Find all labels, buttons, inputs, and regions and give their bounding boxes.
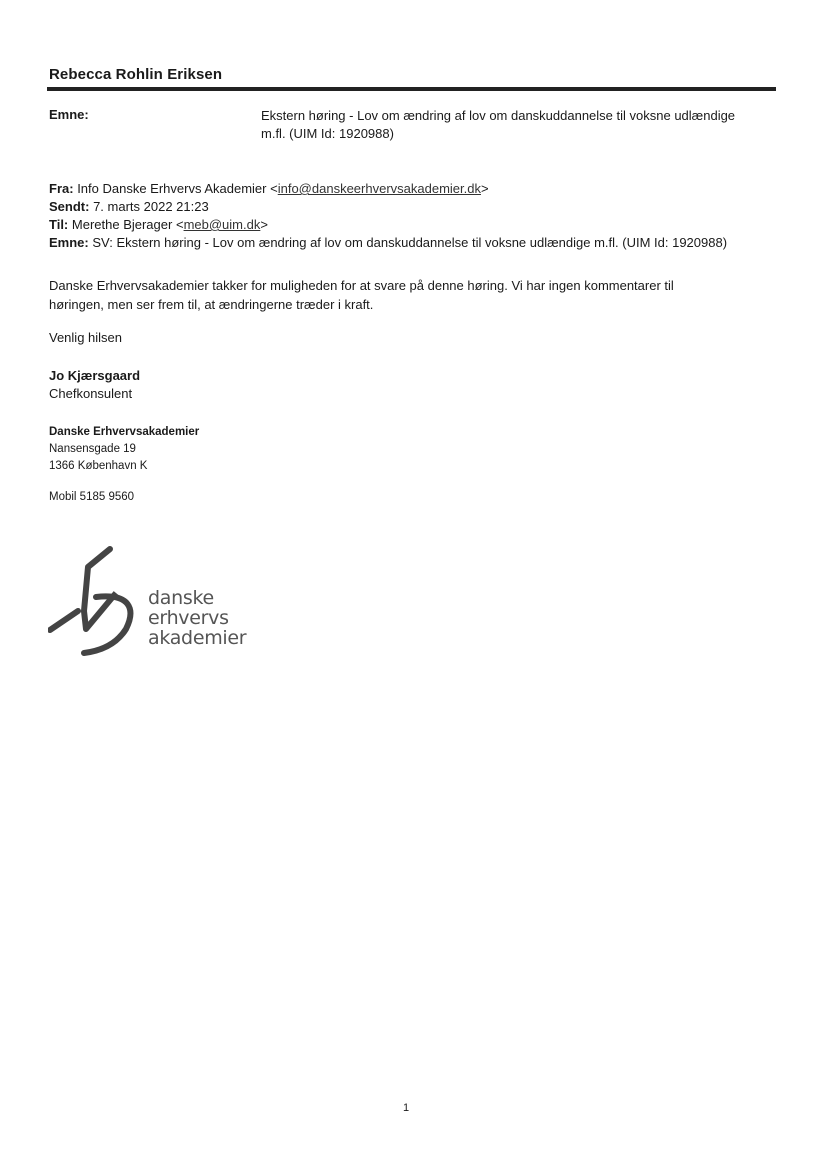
body-line-1: Danske Erhvervsakademier takker for muligheden for at svare på denne høring. Vi har ingen kommentarer til [49, 278, 674, 293]
signature-name: Jo Kjærsgaard [49, 368, 141, 383]
from-label: Fra: [49, 181, 74, 196]
page-number: 1 [403, 1102, 410, 1114]
body-line-2: høringen, men ser frem til, at ændringerne træder i kraft. [49, 297, 374, 312]
logo-line-1: danske [148, 587, 214, 609]
subject-line-1: Ekstern høring - Lov om ændring af lov om danskuddannelse til voksne udlændige [261, 108, 736, 123]
organization-city: 1366 København K [49, 460, 148, 472]
email-subject-line [49, 234, 727, 252]
header-divider [47, 87, 776, 91]
organization-street: Nansensgade 19 [49, 443, 136, 455]
subject-value [261, 107, 776, 143]
greeting: Venlig hilsen [49, 330, 122, 345]
to-name: Merethe Bjerager [71, 217, 173, 232]
email-meta [49, 180, 727, 252]
subject-line-2: m.fl. (UIM Id: 1920988) [261, 126, 394, 141]
sender-name: Rebecca Rohlin Eriksen [49, 66, 223, 83]
email-subject-value: SV: Ekstern høring - Lov om ændring af lov om danskuddannelse til voksne udlændige m.fl. (UIM Id: 1920988) [92, 235, 728, 250]
from-name: Info Danske Erhvervs Akademier [77, 181, 267, 196]
sent-label: Sendt: [49, 199, 90, 214]
logo-line-3: akademier [148, 627, 247, 649]
to-line: Til: Merethe Bjerager <meb@uim.dk> [49, 217, 268, 232]
logo-line-2: erhvervs [148, 607, 229, 629]
from-email-link[interactable]: info@danskeerhvervsakademier.dk [277, 181, 481, 196]
to-email-link[interactable]: meb@uim.dk [183, 217, 261, 232]
logo-wordmark [148, 588, 246, 648]
email-body [49, 276, 749, 314]
subject-label: Emne: [49, 107, 89, 122]
from-line: Fra: Info Danske Erhvervs Akademier <info@danskeerhvervsakademier.dk> [49, 181, 489, 196]
organization-name: Danske Erhvervsakademier [49, 426, 200, 438]
organization-address [49, 424, 199, 475]
sent-line [49, 198, 727, 216]
email-subject-label: Emne: [49, 235, 89, 250]
to-label: Til: [49, 217, 69, 232]
signature-title: Chefkonsulent [49, 386, 133, 401]
sent-value: 7. marts 2022 21:23 [93, 199, 209, 214]
mobile-number: Mobil 5185 9560 [49, 491, 135, 503]
